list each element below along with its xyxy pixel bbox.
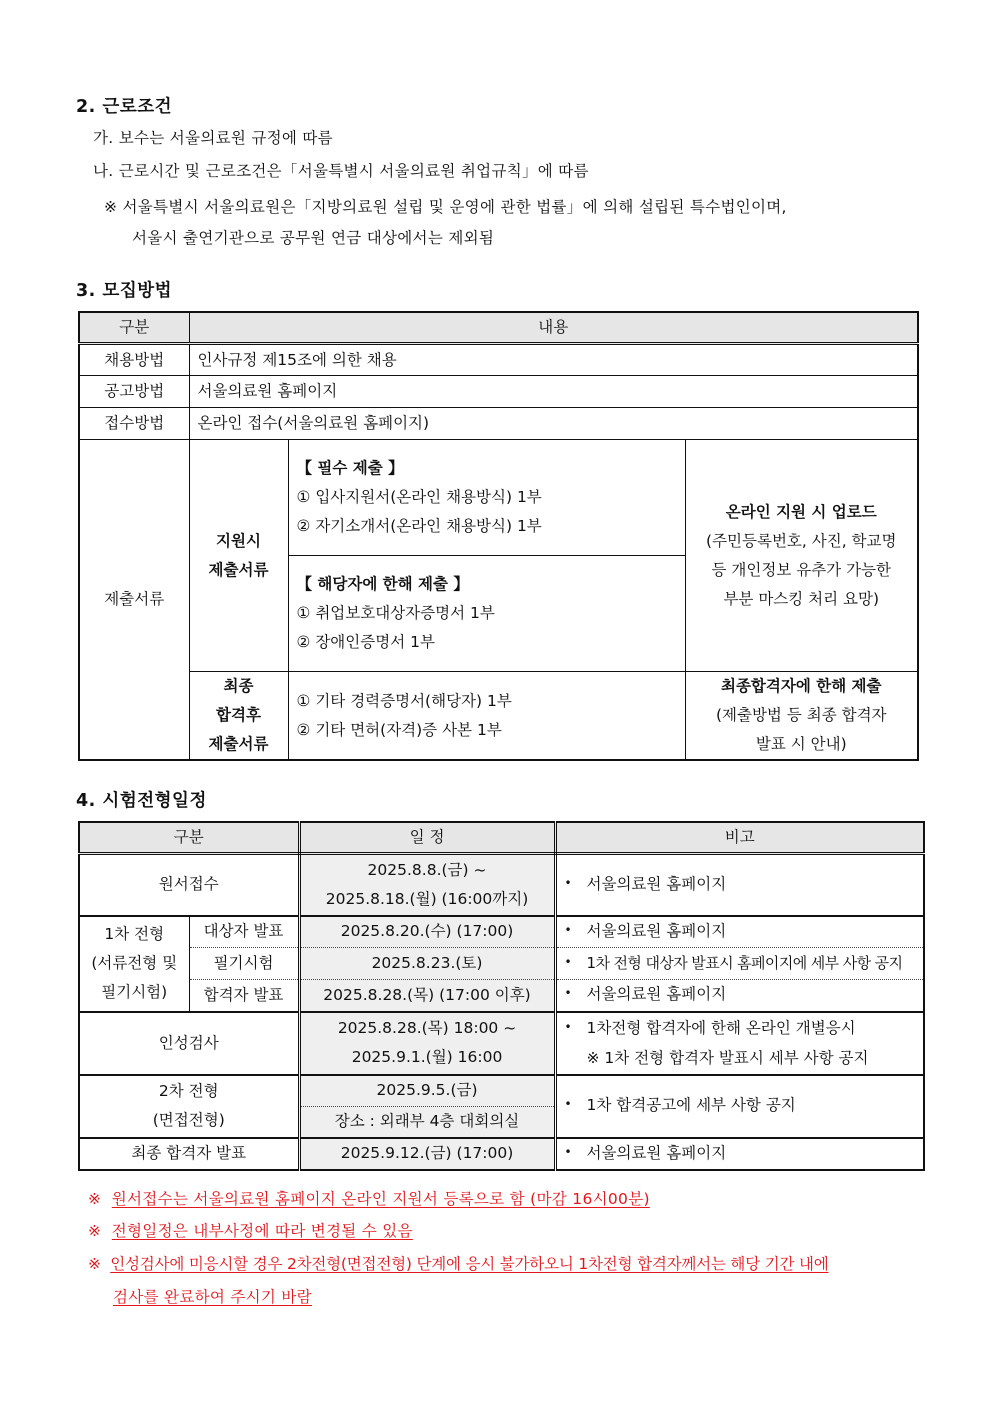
note-text: 전형일정은 내부사정에 따라 변경될 수 있음	[111, 1222, 413, 1240]
row-value: 온라인 접수(서울의료원 홈페이지)	[189, 408, 918, 440]
header-schedule: 일 정	[299, 822, 555, 854]
final-remark	[555, 1138, 924, 1170]
conditional-title: 【 해당자에 한해 제출 】	[296, 575, 469, 593]
table-row	[79, 1012, 924, 1075]
final-documents	[288, 672, 685, 761]
list-item: ① 입사지원서(온라인 채용방식) 1부	[296, 488, 542, 506]
schedule-line: 2025.8.28.(목) 18:00 ~	[337, 1019, 517, 1037]
note-legal-status: ※ 서울특별시 서울의료원은「지방의료원 설립 및 운영에 관한 법률」에 의해 설립된 특수법인이며,	[104, 198, 787, 216]
row-label: 채용방법	[79, 344, 189, 376]
stage1-sub: 대상자 발표	[189, 916, 299, 948]
stage1-sub: 합격자 발표	[189, 980, 299, 1012]
final-schedule: 2025.9.12.(금) (17:00)	[299, 1138, 555, 1170]
required-title: 【 필수 제출 】	[296, 459, 404, 477]
personality-remark	[555, 1012, 924, 1075]
stage1-schedule: 2025.8.28.(목) (17:00 이후)	[299, 980, 555, 1012]
label-line: 최종	[223, 677, 254, 695]
reference-mark-icon: ※	[88, 1255, 101, 1273]
bullet-icon	[565, 1096, 587, 1114]
schedule-line: 2025.8.8.(금) ~	[367, 860, 487, 879]
item-working-hours: 나. 근로시간 및 근로조건은「서울특별시 서울의료원 취업규칙」에 따름	[93, 162, 589, 180]
remark-text: 서울의료원 홈페이지	[586, 985, 727, 1004]
stage2-schedule: 2025.9.5.(금)	[299, 1075, 555, 1107]
stage1-schedule: 2025.8.20.(수) (17:00)	[299, 916, 555, 948]
schedule-line: 2025.8.18.(월) (16:00까지)	[325, 889, 529, 908]
list-item: ② 장애인증명서 1부	[296, 633, 435, 651]
note-line: (주민등록번호, 사진, 학교명	[706, 531, 897, 550]
note-personality-test	[88, 1252, 829, 1274]
label-line: 제출서류	[208, 735, 269, 753]
remark-text: 서울의료원 홈페이지	[586, 921, 727, 940]
list-item: ② 기타 면허(자격)증 사본 1부	[296, 720, 502, 739]
table-row	[79, 376, 918, 408]
table-row	[79, 1075, 924, 1107]
apply-note-title: 온라인 지원 시 업로드	[725, 502, 877, 521]
required-documents	[288, 440, 685, 556]
label-line: 2차 전형	[158, 1082, 219, 1100]
table-row	[79, 948, 924, 980]
bullet-icon	[565, 954, 587, 972]
section-title-exam-schedule: 4. 시험전형일정	[76, 791, 207, 811]
stage1-sub: 필기시험	[189, 948, 299, 980]
label-line: 지원시	[216, 531, 261, 550]
bullet-icon	[565, 922, 587, 940]
label-line: 1차 전형	[104, 925, 165, 943]
reference-mark-icon: ※	[88, 1190, 102, 1208]
section-title-working-conditions: 2. 근로조건	[76, 97, 173, 117]
row-value: 서울의료원 홈페이지	[189, 376, 918, 408]
bullet-icon	[565, 1019, 587, 1037]
section-title-recruitment-method: 3. 모집방법	[76, 281, 173, 301]
note-line: (제출방법 등 최종 합격자	[715, 706, 887, 724]
final-documents-label	[189, 672, 288, 761]
stage1-remark	[555, 980, 924, 1012]
note-line: 부분 마스킹 처리 요망)	[723, 589, 880, 608]
bullet-icon	[565, 985, 587, 1003]
bullet-icon	[565, 875, 587, 893]
table-row	[79, 916, 924, 948]
note-line: 등 개인정보 유추가 가능한	[711, 560, 891, 579]
documents-label: 제출서류	[79, 440, 189, 761]
stage2-location: 장소 : 외래부 4층 대회의실	[299, 1107, 555, 1138]
stage1-remark	[555, 948, 924, 980]
row-label: 공고방법	[79, 376, 189, 408]
table-row	[79, 980, 924, 1012]
note-personality-test-cont	[113, 1285, 312, 1307]
note-application-deadline	[88, 1187, 650, 1209]
personality-label: 인성검사	[79, 1012, 299, 1075]
stage1-remark	[555, 916, 924, 948]
table-row	[79, 854, 924, 916]
stage1-label	[79, 916, 189, 1012]
apply-documents-label	[189, 440, 288, 672]
remark-text: 서울의료원 홈페이지	[586, 1143, 727, 1162]
header-category: 구분	[79, 312, 189, 344]
remark-text: 1차 합격공고에 세부 사항 공지	[586, 1096, 796, 1114]
remark-text: 1차 전형 대상자 발표시 홈페이지에 세부 사항 공지	[586, 953, 903, 972]
row-label: 접수방법	[79, 408, 189, 440]
recruitment-method-table	[78, 311, 919, 761]
stage2-label	[79, 1075, 299, 1138]
note-line: 발표 시 안내)	[755, 735, 847, 753]
label-line: 필기시험)	[101, 983, 168, 1001]
label-line: 제출서류	[208, 560, 269, 579]
header-content: 내용	[189, 312, 918, 344]
note-legal-status-cont: 서울시 출연기관으로 공무원 연금 대상에서는 제외됨	[132, 229, 495, 247]
header-remarks: 비고	[555, 822, 924, 854]
application-remark	[555, 854, 924, 916]
table-row	[79, 1138, 924, 1170]
final-label: 최종 합격자 발표	[79, 1138, 299, 1170]
note-text: 인성검사에 미응시할 경우 2차전형(면접전형) 단계에 응시 불가하오니 1차전형 합격자께서는 해당 기간 내에	[110, 1255, 829, 1273]
reference-mark-icon: ※	[88, 1222, 102, 1240]
header-category: 구분	[79, 822, 299, 854]
row-value: 인사규정 제15조에 의한 채용	[189, 344, 918, 376]
personality-schedule	[299, 1012, 555, 1075]
list-item: ① 취업보호대상자증명서 1부	[296, 604, 495, 622]
table-row	[79, 408, 918, 440]
label-line: (면접전형)	[152, 1111, 225, 1129]
final-note	[685, 672, 918, 761]
remark-text: 1차전형 합격자에 한해 온라인 개별응시	[586, 1018, 856, 1037]
bullet-icon	[565, 1144, 587, 1162]
application-label: 원서접수	[79, 854, 299, 916]
list-item: ① 기타 경력증명서(해당자) 1부	[296, 691, 512, 710]
stage2-remark	[555, 1075, 924, 1138]
application-schedule	[299, 854, 555, 916]
remark-note: ※ 1차 전형 합격자 발표시 세부 사항 공지	[586, 1048, 869, 1067]
schedule-line: 2025.9.1.(월) 16:00	[351, 1048, 503, 1066]
list-item: ② 자기소개서(온라인 채용방식) 1부	[296, 517, 542, 535]
apply-note	[685, 440, 918, 672]
table-row	[79, 344, 918, 376]
note-text: 원서접수는 서울의료원 홈페이지 온라인 지원서 등록으로 함 (마감 16시00분)	[111, 1190, 650, 1208]
conditional-documents	[288, 556, 685, 672]
item-salary: 가. 보수는 서울의료원 규정에 따름	[93, 129, 333, 147]
label-line: (서류전형 및	[91, 954, 178, 972]
stage1-schedule: 2025.8.23.(토)	[299, 948, 555, 980]
remark-text: 서울의료원 홈페이지	[586, 874, 727, 893]
final-note-title: 최종합격자에 한해 제출	[720, 677, 882, 695]
note-text: 검사를 완료하여 주시기 바람	[113, 1288, 312, 1306]
exam-schedule-table	[78, 821, 925, 1171]
label-line: 합격후	[216, 706, 261, 724]
note-schedule-change	[88, 1219, 413, 1241]
